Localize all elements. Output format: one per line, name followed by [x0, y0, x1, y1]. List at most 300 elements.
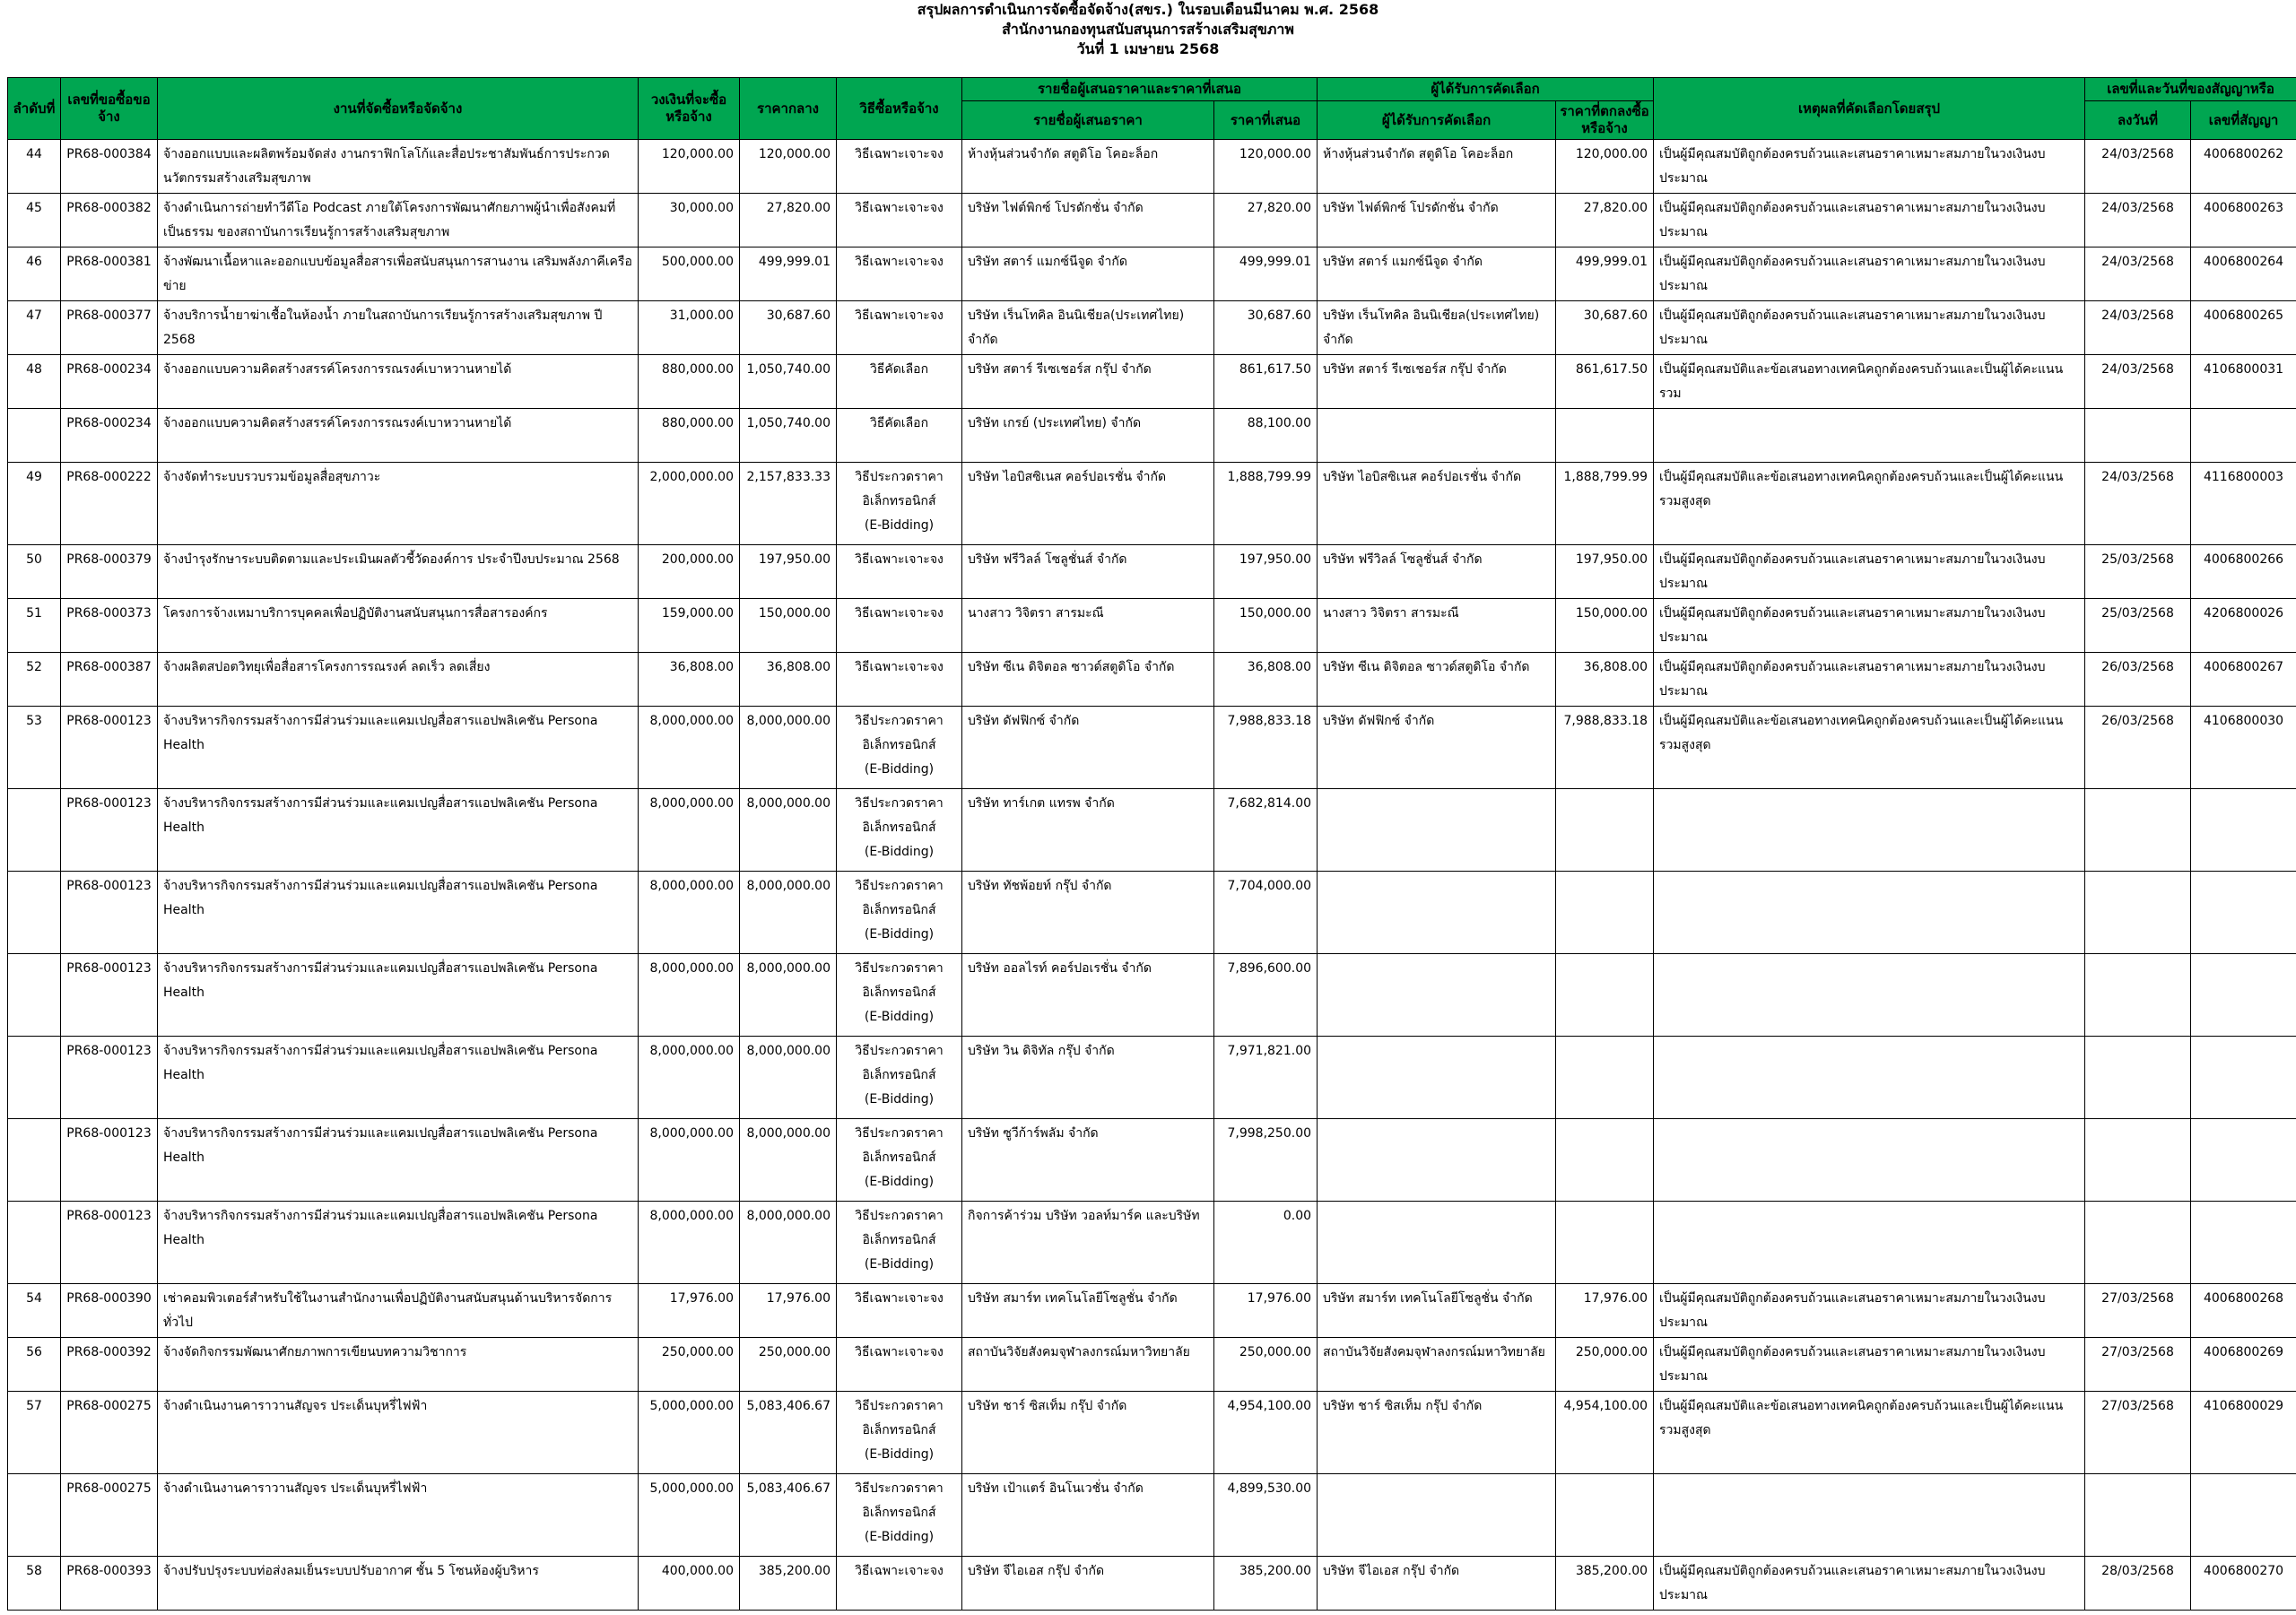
- table-row[interactable]: [8, 1202, 2296, 1284]
- cell-budget[interactable]: 8,000,000.00: [639, 872, 740, 954]
- cell-pr-number[interactable]: PR68-000377: [61, 301, 158, 355]
- cell-seq[interactable]: [8, 872, 61, 954]
- cell-agreed-price[interactable]: 30,687.60: [1556, 301, 1654, 355]
- col-sign-date-header[interactable]: ลงวันที่: [2085, 101, 2191, 140]
- cell-agreed-price[interactable]: 27,820.00: [1556, 194, 1654, 247]
- cell-agreed-price[interactable]: [1556, 409, 1654, 463]
- cell-seq[interactable]: [8, 1119, 61, 1202]
- cell-agreed-price[interactable]: 17,976.00: [1556, 1284, 1654, 1338]
- cell-contract-no[interactable]: 4106800029: [2191, 1392, 2296, 1474]
- cell-mid-price[interactable]: 499,999.01: [740, 247, 837, 301]
- cell-budget[interactable]: 8,000,000.00: [639, 707, 740, 789]
- cell-reason[interactable]: เป็นผู้มีคุณสมบัติและข้อเสนอทางเทคนิคถูกต้องครบถ้วนและเป็นผู้ได้คะแนนรวมสูงสุด: [1654, 1392, 2085, 1474]
- cell-method[interactable]: [837, 1119, 962, 1202]
- cell-sign-date[interactable]: 28/03/2568: [2085, 1557, 2191, 1611]
- cell-sign-date[interactable]: 24/03/2568: [2085, 140, 2191, 194]
- cell-seq[interactable]: 56: [8, 1338, 61, 1392]
- cell-contract-no[interactable]: 4106800031: [2191, 355, 2296, 409]
- cell-mid-price[interactable]: 197,950.00: [740, 545, 837, 599]
- cell-bid-price[interactable]: 36,808.00: [1214, 653, 1318, 707]
- cell-work-description[interactable]: โครงการจ้างเหมาบริการบุคคลเพื่อปฏิบัติงานสนับสนุนการสื่อสารองค์กร: [158, 599, 639, 653]
- cell-seq[interactable]: 58: [8, 1557, 61, 1611]
- cell-method[interactable]: [837, 355, 962, 409]
- cell-pr-number[interactable]: PR68-000387: [61, 653, 158, 707]
- cell-method[interactable]: [837, 247, 962, 301]
- cell-seq[interactable]: [8, 1474, 61, 1557]
- cell-winner-name[interactable]: ห้างหุ้นส่วนจำกัด สตูดิโอ โคอะล็อก: [1318, 140, 1556, 194]
- cell-reason[interactable]: เป็นผู้มีคุณสมบัติถูกต้องครบถ้วนและเสนอราคาเหมาะสมภายในวงเงินงบประมาณ: [1654, 1338, 2085, 1392]
- cell-reason[interactable]: เป็นผู้มีคุณสมบัติถูกต้องครบถ้วนและเสนอราคาเหมาะสมภายในวงเงินงบประมาณ: [1654, 1557, 2085, 1611]
- col-method-header[interactable]: วิธีซื้อหรือจ้าง: [837, 78, 962, 140]
- cell-bidder-name[interactable]: บริษัท ทัชพ้อยท์ กรุ๊ป จำกัด: [962, 872, 1214, 954]
- cell-reason[interactable]: เป็นผู้มีคุณสมบัติและข้อเสนอทางเทคนิคถูกต้องครบถ้วนและเป็นผู้ได้คะแนนรวม: [1654, 355, 2085, 409]
- cell-pr-number[interactable]: PR68-000275: [61, 1474, 158, 1557]
- cell-mid-price[interactable]: 8,000,000.00: [740, 707, 837, 789]
- cell-winner-name[interactable]: [1318, 1119, 1556, 1202]
- cell-mid-price[interactable]: 2,157,833.33: [740, 463, 837, 545]
- cell-bid-price[interactable]: 250,000.00: [1214, 1338, 1318, 1392]
- cell-budget[interactable]: 17,976.00: [639, 1284, 740, 1338]
- cell-sign-date[interactable]: 27/03/2568: [2085, 1284, 2191, 1338]
- col-reason-header[interactable]: เหตุผลที่คัดเลือกโดยสรุป: [1654, 78, 2085, 140]
- cell-bid-price[interactable]: 7,896,600.00: [1214, 954, 1318, 1037]
- cell-method[interactable]: [837, 707, 962, 789]
- cell-mid-price[interactable]: 17,976.00: [740, 1284, 837, 1338]
- cell-bid-price[interactable]: 88,100.00: [1214, 409, 1318, 463]
- cell-budget[interactable]: 5,000,000.00: [639, 1392, 740, 1474]
- cell-work-description[interactable]: เช่าคอมพิวเตอร์สำหรับใช้ในงานสำนักงานเพื่อปฏิบัติงานสนับสนุนด้านบริหารจัดการทั่วไป: [158, 1284, 639, 1338]
- cell-contract-no[interactable]: 4006800269: [2191, 1338, 2296, 1392]
- col-pr-header[interactable]: เลขที่ขอซื้อขอจ้าง: [61, 78, 158, 140]
- cell-winner-name[interactable]: บริษัท ชาร์ ซิสเท็ม กรุ๊ป จำกัด: [1318, 1392, 1556, 1474]
- col-budget-header[interactable]: วงเงินที่จะซื้อหรือจ้าง: [639, 78, 740, 140]
- cell-method[interactable]: [837, 1474, 962, 1557]
- col-winner-header[interactable]: ผู้ได้รับการคัดเลือก: [1318, 101, 1556, 140]
- cell-method[interactable]: [837, 140, 962, 194]
- cell-reason[interactable]: [1654, 1037, 2085, 1119]
- cell-pr-number[interactable]: PR68-000393: [61, 1557, 158, 1611]
- cell-work-description[interactable]: จ้างบริหารกิจกรรมสร้างการมีส่วนร่วมและแคมเปญสื่อสารแอปพลิเคชัน Persona Health: [158, 1119, 639, 1202]
- col-work-header[interactable]: งานที่จัดซื้อหรือจัดจ้าง: [158, 78, 639, 140]
- table-row[interactable]: [8, 194, 2296, 247]
- col-mid-price-header[interactable]: ราคากลาง: [740, 78, 837, 140]
- cell-bidder-name[interactable]: กิจการค้าร่วม บริษัท วอลท์มาร์ค และบริษัท: [962, 1202, 1214, 1284]
- cell-work-description[interactable]: จ้างปรับปรุงระบบท่อส่งลมเย็นระบบปรับอากาศ ชั้น 5 โซนห้องผู้บริหาร: [158, 1557, 639, 1611]
- cell-sign-date[interactable]: 27/03/2568: [2085, 1392, 2191, 1474]
- cell-sign-date[interactable]: 26/03/2568: [2085, 653, 2191, 707]
- cell-contract-no[interactable]: 4206800026: [2191, 599, 2296, 653]
- cell-bidder-name[interactable]: บริษัท ฟรีวิลล์ โซลูชั่นส์ จำกัด: [962, 545, 1214, 599]
- col-bid-price-header[interactable]: ราคาที่เสนอ: [1214, 101, 1318, 140]
- cell-budget[interactable]: 400,000.00: [639, 1557, 740, 1611]
- cell-contract-no[interactable]: [2191, 1119, 2296, 1202]
- cell-work-description[interactable]: จ้างดำเนินงานคาราวานสัญจร ประเด็นบุหรี่ไฟฟ้า: [158, 1474, 639, 1557]
- cell-bid-price[interactable]: 4,954,100.00: [1214, 1392, 1318, 1474]
- cell-work-description[interactable]: จ้างบริหารกิจกรรมสร้างการมีส่วนร่วมและแคมเปญสื่อสารแอปพลิเคชัน Persona Health: [158, 954, 639, 1037]
- cell-sign-date[interactable]: 25/03/2568: [2085, 545, 2191, 599]
- cell-work-description[interactable]: จ้างจัดทำระบบรวบรวมข้อมูลสื่อสุขภาวะ: [158, 463, 639, 545]
- cell-seq[interactable]: 52: [8, 653, 61, 707]
- cell-mid-price[interactable]: 8,000,000.00: [740, 1037, 837, 1119]
- cell-sign-date[interactable]: [2085, 872, 2191, 954]
- cell-mid-price[interactable]: 1,050,740.00: [740, 409, 837, 463]
- cell-budget[interactable]: 8,000,000.00: [639, 1202, 740, 1284]
- table-row[interactable]: [8, 409, 2296, 463]
- cell-agreed-price[interactable]: 250,000.00: [1556, 1338, 1654, 1392]
- cell-budget[interactable]: 30,000.00: [639, 194, 740, 247]
- cell-work-description[interactable]: จ้างบริหารกิจกรรมสร้างการมีส่วนร่วมและแคมเปญสื่อสารแอปพลิเคชัน Persona Health: [158, 872, 639, 954]
- cell-agreed-price[interactable]: 499,999.01: [1556, 247, 1654, 301]
- table-row[interactable]: [8, 1037, 2296, 1119]
- cell-bidder-name[interactable]: บริษัท ไอบิสซิเนส คอร์ปอเรชั่น จำกัด: [962, 463, 1214, 545]
- cell-method[interactable]: [837, 599, 962, 653]
- cell-budget[interactable]: 5,000,000.00: [639, 1474, 740, 1557]
- cell-agreed-price[interactable]: 120,000.00: [1556, 140, 1654, 194]
- col-seq-header[interactable]: ลำดับที่: [8, 78, 61, 140]
- cell-contract-no[interactable]: [2191, 954, 2296, 1037]
- cell-sign-date[interactable]: [2085, 409, 2191, 463]
- cell-seq[interactable]: 44: [8, 140, 61, 194]
- table-row[interactable]: [8, 599, 2296, 653]
- cell-bidder-name[interactable]: บริษัท เร็นโทคิล อินนิเชียล(ประเทศไทย) จำกัด: [962, 301, 1214, 355]
- cell-contract-no[interactable]: 4006800267: [2191, 653, 2296, 707]
- table-row[interactable]: [8, 1392, 2296, 1474]
- cell-bidder-name[interactable]: นางสาว วิจิตรา สารมะณี: [962, 599, 1214, 653]
- cell-agreed-price[interactable]: 36,808.00: [1556, 653, 1654, 707]
- cell-agreed-price[interactable]: [1556, 1037, 1654, 1119]
- cell-budget[interactable]: 2,000,000.00: [639, 463, 740, 545]
- cell-bidder-name[interactable]: บริษัท ออลไรท์ คอร์ปอเรชั่น จำกัด: [962, 954, 1214, 1037]
- cell-work-description[interactable]: จ้างบริการน้ำยาฆ่าเชื้อในห้องน้ำ ภายในสถาบันการเรียนรู้การสร้างเสริมสุขภาพ ปี 2568: [158, 301, 639, 355]
- cell-sign-date[interactable]: 25/03/2568: [2085, 599, 2191, 653]
- cell-work-description[interactable]: จ้างออกแบบความคิดสร้างสรรค์โครงการรณรงค์เบาหวานหายได้: [158, 409, 639, 463]
- cell-method[interactable]: [837, 1392, 962, 1474]
- cell-sign-date[interactable]: [2085, 789, 2191, 872]
- contract-group-header[interactable]: เลขที่และวันที่ของสัญญาหรือ: [2085, 78, 2296, 101]
- cell-contract-no[interactable]: [2191, 1202, 2296, 1284]
- cell-budget[interactable]: 159,000.00: [639, 599, 740, 653]
- cell-winner-name[interactable]: บริษัท สตาร์ แมกซ์นีจูด จำกัด: [1318, 247, 1556, 301]
- cell-pr-number[interactable]: PR68-000123: [61, 1202, 158, 1284]
- cell-method[interactable]: [837, 545, 962, 599]
- cell-contract-no[interactable]: [2191, 1474, 2296, 1557]
- cell-seq[interactable]: [8, 1037, 61, 1119]
- cell-bidder-name[interactable]: บริษัท สตาร์ แมกซ์นีจูด จำกัด: [962, 247, 1214, 301]
- cell-method[interactable]: [837, 194, 962, 247]
- cell-reason[interactable]: เป็นผู้มีคุณสมบัติถูกต้องครบถ้วนและเสนอราคาเหมาะสมภายในวงเงินงบประมาณ: [1654, 140, 2085, 194]
- cell-contract-no[interactable]: 4006800270: [2191, 1557, 2296, 1611]
- cell-sign-date[interactable]: 27/03/2568: [2085, 1338, 2191, 1392]
- cell-bidder-name[interactable]: บริษัท เกรย์ (ประเทศไทย) จำกัด: [962, 409, 1214, 463]
- cell-pr-number[interactable]: PR68-000234: [61, 409, 158, 463]
- cell-mid-price[interactable]: 8,000,000.00: [740, 789, 837, 872]
- cell-pr-number[interactable]: PR68-000234: [61, 355, 158, 409]
- cell-bidder-name[interactable]: บริษัท ทาร์เกต แทรพ จำกัด: [962, 789, 1214, 872]
- cell-seq[interactable]: 45: [8, 194, 61, 247]
- cell-bid-price[interactable]: 7,971,821.00: [1214, 1037, 1318, 1119]
- table-row[interactable]: [8, 140, 2296, 194]
- cell-method[interactable]: [837, 1037, 962, 1119]
- cell-seq[interactable]: 46: [8, 247, 61, 301]
- cell-bidder-name[interactable]: บริษัท เป้าแตร์ อินโนเวชั่น จำกัด: [962, 1474, 1214, 1557]
- cell-pr-number[interactable]: PR68-000123: [61, 872, 158, 954]
- cell-sign-date[interactable]: [2085, 1202, 2191, 1284]
- cell-winner-name[interactable]: [1318, 789, 1556, 872]
- cell-work-description[interactable]: จ้างบริหารกิจกรรมสร้างการมีส่วนร่วมและแคมเปญสื่อสารแอปพลิเคชัน Persona Health: [158, 707, 639, 789]
- cell-mid-price[interactable]: 36,808.00: [740, 653, 837, 707]
- cell-seq[interactable]: [8, 409, 61, 463]
- cell-mid-price[interactable]: 8,000,000.00: [740, 872, 837, 954]
- cell-winner-name[interactable]: [1318, 1474, 1556, 1557]
- cell-work-description[interactable]: จ้างจัดกิจกรรมพัฒนาศักยภาพการเขียนบทความวิชาการ: [158, 1338, 639, 1392]
- cell-sign-date[interactable]: [2085, 954, 2191, 1037]
- cell-seq[interactable]: 47: [8, 301, 61, 355]
- cell-budget[interactable]: 120,000.00: [639, 140, 740, 194]
- cell-bid-price[interactable]: 7,682,814.00: [1214, 789, 1318, 872]
- cell-contract-no[interactable]: [2191, 1037, 2296, 1119]
- cell-sign-date[interactable]: [2085, 1119, 2191, 1202]
- cell-method[interactable]: [837, 463, 962, 545]
- cell-reason[interactable]: [1654, 789, 2085, 872]
- cell-work-description[interactable]: จ้างบริหารกิจกรรมสร้างการมีส่วนร่วมและแคมเปญสื่อสารแอปพลิเคชัน Persona Health: [158, 1202, 639, 1284]
- cell-sign-date[interactable]: [2085, 1037, 2191, 1119]
- cell-contract-no[interactable]: 4006800264: [2191, 247, 2296, 301]
- cell-work-description[interactable]: จ้างพัฒนาเนื้อหาและออกแบบข้อมูลสื่อสารเพื่อสนับสนุนการสานงาน เสริมพลังภาคีเครือข่าย: [158, 247, 639, 301]
- cell-bidder-name[interactable]: บริษัท ซีเน ดิจิตอล ซาวด์สตูดิโอ จำกัด: [962, 653, 1214, 707]
- cell-bid-price[interactable]: 150,000.00: [1214, 599, 1318, 653]
- cell-bid-price[interactable]: 120,000.00: [1214, 140, 1318, 194]
- cell-agreed-price[interactable]: 7,988,833.18: [1556, 707, 1654, 789]
- cell-agreed-price[interactable]: 385,200.00: [1556, 1557, 1654, 1611]
- cell-winner-name[interactable]: บริษัท ฟรีวิลล์ โซลูชั่นส์ จำกัด: [1318, 545, 1556, 599]
- cell-sign-date[interactable]: 26/03/2568: [2085, 707, 2191, 789]
- cell-contract-no[interactable]: 4006800266: [2191, 545, 2296, 599]
- cell-seq[interactable]: 51: [8, 599, 61, 653]
- cell-method[interactable]: [837, 301, 962, 355]
- cell-work-description[interactable]: จ้างออกแบบและผลิตพร้อมจัดส่ง งานกราฟิกโลโก้และสื่อประชาสัมพันธ์การประกวดนวัตกรรมสร้างเสริมสุขภาพ: [158, 140, 639, 194]
- cell-contract-no[interactable]: [2191, 872, 2296, 954]
- cell-winner-name[interactable]: บริษัท เร็นโทคิล อินนิเชียล(ประเทศไทย) จำกัด: [1318, 301, 1556, 355]
- cell-pr-number[interactable]: PR68-000390: [61, 1284, 158, 1338]
- cell-method[interactable]: [837, 872, 962, 954]
- cell-bid-price[interactable]: 7,704,000.00: [1214, 872, 1318, 954]
- cell-seq[interactable]: 48: [8, 355, 61, 409]
- table-row[interactable]: [8, 653, 2296, 707]
- cell-method[interactable]: [837, 789, 962, 872]
- cell-bid-price[interactable]: 4,899,530.00: [1214, 1474, 1318, 1557]
- cell-method[interactable]: [837, 653, 962, 707]
- cell-sign-date[interactable]: [2085, 1474, 2191, 1557]
- cell-winner-name[interactable]: นางสาว วิจิตรา สารมะณี: [1318, 599, 1556, 653]
- cell-sign-date[interactable]: 24/03/2568: [2085, 463, 2191, 545]
- cell-bidder-name[interactable]: ห้างหุ้นส่วนจำกัด สตูดิโอ โคอะล็อก: [962, 140, 1214, 194]
- cell-winner-name[interactable]: บริษัท สมาร์ท เทคโนโลยีโซลูชั่น จำกัด: [1318, 1284, 1556, 1338]
- col-contract-no-header[interactable]: เลขที่สัญญา: [2191, 101, 2296, 140]
- cell-pr-number[interactable]: PR68-000123: [61, 954, 158, 1037]
- cell-pr-number[interactable]: PR68-000275: [61, 1392, 158, 1474]
- cell-reason[interactable]: เป็นผู้มีคุณสมบัติถูกต้องครบถ้วนและเสนอราคาเหมาะสมภายในวงเงินงบประมาณ: [1654, 599, 2085, 653]
- cell-agreed-price[interactable]: 4,954,100.00: [1556, 1392, 1654, 1474]
- cell-seq[interactable]: 49: [8, 463, 61, 545]
- table-row[interactable]: [8, 1557, 2296, 1611]
- cell-agreed-price[interactable]: [1556, 872, 1654, 954]
- cell-contract-no[interactable]: 4106800030: [2191, 707, 2296, 789]
- cell-budget[interactable]: 8,000,000.00: [639, 1119, 740, 1202]
- cell-bidder-name[interactable]: บริษัท ดัฟฟิกซ์ จำกัด: [962, 707, 1214, 789]
- cell-winner-name[interactable]: บริษัท ไฟต์พิกซ์ โปรดักชั่น จำกัด: [1318, 194, 1556, 247]
- cell-bid-price[interactable]: 0.00: [1214, 1202, 1318, 1284]
- cell-bid-price[interactable]: 7,988,833.18: [1214, 707, 1318, 789]
- cell-reason[interactable]: เป็นผู้มีคุณสมบัติและข้อเสนอทางเทคนิคถูกต้องครบถ้วนและเป็นผู้ได้คะแนนรวมสูงสุด: [1654, 463, 2085, 545]
- cell-budget[interactable]: 500,000.00: [639, 247, 740, 301]
- cell-agreed-price[interactable]: [1556, 789, 1654, 872]
- cell-contract-no[interactable]: 4006800265: [2191, 301, 2296, 355]
- cell-pr-number[interactable]: PR68-000123: [61, 707, 158, 789]
- cell-contract-no[interactable]: 4006800262: [2191, 140, 2296, 194]
- cell-winner-name[interactable]: [1318, 409, 1556, 463]
- cell-sign-date[interactable]: 24/03/2568: [2085, 247, 2191, 301]
- cell-method[interactable]: [837, 1202, 962, 1284]
- cell-winner-name[interactable]: [1318, 954, 1556, 1037]
- cell-mid-price[interactable]: 8,000,000.00: [740, 1119, 837, 1202]
- cell-method[interactable]: [837, 954, 962, 1037]
- cell-mid-price[interactable]: 150,000.00: [740, 599, 837, 653]
- cell-budget[interactable]: 31,000.00: [639, 301, 740, 355]
- cell-reason[interactable]: เป็นผู้มีคุณสมบัติถูกต้องครบถ้วนและเสนอราคาเหมาะสมภายในวงเงินงบประมาณ: [1654, 194, 2085, 247]
- cell-reason[interactable]: เป็นผู้มีคุณสมบัติถูกต้องครบถ้วนและเสนอราคาเหมาะสมภายในวงเงินงบประมาณ: [1654, 247, 2085, 301]
- cell-budget[interactable]: 8,000,000.00: [639, 789, 740, 872]
- cell-agreed-price[interactable]: 197,950.00: [1556, 545, 1654, 599]
- table-row[interactable]: [8, 247, 2296, 301]
- table-row[interactable]: [8, 545, 2296, 599]
- cell-bidder-name[interactable]: บริษัท ไฟต์พิกซ์ โปรดักชั่น จำกัด: [962, 194, 1214, 247]
- cell-work-description[interactable]: จ้างผลิตสปอตวิทยุเพื่อสื่อสารโครงการรณรงค์ ลดเร็ว ลดเสี่ยง: [158, 653, 639, 707]
- cell-bid-price[interactable]: 197,950.00: [1214, 545, 1318, 599]
- cell-reason[interactable]: เป็นผู้มีคุณสมบัติและข้อเสนอทางเทคนิคถูกต้องครบถ้วนและเป็นผู้ได้คะแนนรวมสูงสุด: [1654, 707, 2085, 789]
- cell-seq[interactable]: 50: [8, 545, 61, 599]
- cell-contract-no[interactable]: 4006800263: [2191, 194, 2296, 247]
- table-row[interactable]: [8, 463, 2296, 545]
- cell-bidder-name[interactable]: บริษัท วิน ดิจิทัล กรุ๊ป จำกัด: [962, 1037, 1214, 1119]
- bidders-group-header[interactable]: รายชื่อผู้เสนอราคาและราคาที่เสนอ: [962, 78, 1318, 101]
- cell-reason[interactable]: [1654, 872, 2085, 954]
- cell-method[interactable]: [837, 1284, 962, 1338]
- cell-bidder-name[interactable]: บริษัท ชาร์ ซิสเท็ม กรุ๊ป จำกัด: [962, 1392, 1214, 1474]
- cell-pr-number[interactable]: PR68-000123: [61, 1119, 158, 1202]
- cell-reason[interactable]: [1654, 1202, 2085, 1284]
- cell-pr-number[interactable]: PR68-000379: [61, 545, 158, 599]
- table-row[interactable]: [8, 1474, 2296, 1557]
- cell-agreed-price[interactable]: 861,617.50: [1556, 355, 1654, 409]
- cell-winner-name[interactable]: บริษัท สตาร์ รีเซเชอร์ส กรุ๊ป จำกัด: [1318, 355, 1556, 409]
- cell-mid-price[interactable]: 5,083,406.67: [740, 1392, 837, 1474]
- cell-winner-name[interactable]: [1318, 872, 1556, 954]
- cell-agreed-price[interactable]: [1556, 1202, 1654, 1284]
- cell-work-description[interactable]: จ้างดำเนินการถ่ายทำวีดีโอ Podcast ภายใต้โครงการพัฒนาศักยภาพผู้นำเพื่อสังคมที่เป็นธรรม ของสถาบันการเรียนรู้การสร้างเสริมสุขภาพ: [158, 194, 639, 247]
- cell-bid-price[interactable]: 7,998,250.00: [1214, 1119, 1318, 1202]
- cell-work-description[interactable]: จ้างออกแบบความคิดสร้างสรรค์โครงการรณรงค์เบาหวานหายได้: [158, 355, 639, 409]
- cell-winner-name[interactable]: [1318, 1037, 1556, 1119]
- cell-mid-price[interactable]: 385,200.00: [740, 1557, 837, 1611]
- cell-sign-date[interactable]: 24/03/2568: [2085, 194, 2191, 247]
- cell-budget[interactable]: 250,000.00: [639, 1338, 740, 1392]
- cell-mid-price[interactable]: 27,820.00: [740, 194, 837, 247]
- col-bidder-header[interactable]: รายชื่อผู้เสนอราคา: [962, 101, 1214, 140]
- cell-budget[interactable]: 8,000,000.00: [639, 1037, 740, 1119]
- cell-bidder-name[interactable]: บริษัท สตาร์ รีเซเชอร์ส กรุ๊ป จำกัด: [962, 355, 1214, 409]
- cell-winner-name[interactable]: บริษัท ไอบิสซิเนส คอร์ปอเรชั่น จำกัด: [1318, 463, 1556, 545]
- cell-contract-no[interactable]: [2191, 409, 2296, 463]
- cell-method[interactable]: [837, 1557, 962, 1611]
- cell-seq[interactable]: 54: [8, 1284, 61, 1338]
- cell-seq[interactable]: 53: [8, 707, 61, 789]
- cell-mid-price[interactable]: 8,000,000.00: [740, 1202, 837, 1284]
- cell-mid-price[interactable]: 1,050,740.00: [740, 355, 837, 409]
- cell-contract-no[interactable]: 4116800003: [2191, 463, 2296, 545]
- cell-winner-name[interactable]: บริษัท จีไอเอส กรุ๊ป จำกัด: [1318, 1557, 1556, 1611]
- cell-bidder-name[interactable]: บริษัท ซูวีก้าร์พลัม จำกัด: [962, 1119, 1214, 1202]
- cell-reason[interactable]: เป็นผู้มีคุณสมบัติถูกต้องครบถ้วนและเสนอราคาเหมาะสมภายในวงเงินงบประมาณ: [1654, 653, 2085, 707]
- cell-winner-name[interactable]: บริษัท ดัฟฟิกซ์ จำกัด: [1318, 707, 1556, 789]
- cell-mid-price[interactable]: 30,687.60: [740, 301, 837, 355]
- cell-work-description[interactable]: จ้างบำรุงรักษาระบบติดตามและประเมินผลตัวชี้วัดองค์การ ประจำปีงบประมาณ 2568: [158, 545, 639, 599]
- cell-agreed-price[interactable]: [1556, 1119, 1654, 1202]
- cell-budget[interactable]: 200,000.00: [639, 545, 740, 599]
- cell-bid-price[interactable]: 30,687.60: [1214, 301, 1318, 355]
- cell-bidder-name[interactable]: สถาบันวิจัยสังคมจุฬาลงกรณ์มหาวิทยาลัย: [962, 1338, 1214, 1392]
- col-agreed-price-header[interactable]: ราคาที่ตกลงซื้อหรือจ้าง: [1556, 101, 1654, 140]
- cell-method[interactable]: [837, 1338, 962, 1392]
- cell-winner-name[interactable]: บริษัท ซีเน ดิจิตอล ซาวด์สตูดิโอ จำกัด: [1318, 653, 1556, 707]
- winner-group-header[interactable]: ผู้ได้รับการคัดเลือก: [1318, 78, 1654, 101]
- table-row[interactable]: [8, 954, 2296, 1037]
- cell-contract-no[interactable]: [2191, 789, 2296, 872]
- table-row[interactable]: [8, 301, 2296, 355]
- cell-mid-price[interactable]: 8,000,000.00: [740, 954, 837, 1037]
- cell-reason[interactable]: [1654, 409, 2085, 463]
- cell-agreed-price[interactable]: 1,888,799.99: [1556, 463, 1654, 545]
- cell-bid-price[interactable]: 861,617.50: [1214, 355, 1318, 409]
- table-row[interactable]: [8, 789, 2296, 872]
- cell-pr-number[interactable]: PR68-000382: [61, 194, 158, 247]
- cell-reason[interactable]: เป็นผู้มีคุณสมบัติถูกต้องครบถ้วนและเสนอราคาเหมาะสมภายในวงเงินงบประมาณ: [1654, 545, 2085, 599]
- cell-agreed-price[interactable]: [1556, 1474, 1654, 1557]
- cell-pr-number[interactable]: PR68-000384: [61, 140, 158, 194]
- cell-work-description[interactable]: จ้างบริหารกิจกรรมสร้างการมีส่วนร่วมและแคมเปญสื่อสารแอปพลิเคชัน Persona Health: [158, 789, 639, 872]
- cell-bid-price[interactable]: 385,200.00: [1214, 1557, 1318, 1611]
- cell-work-description[interactable]: จ้างบริหารกิจกรรมสร้างการมีส่วนร่วมและแคมเปญสื่อสารแอปพลิเคชัน Persona Health: [158, 1037, 639, 1119]
- cell-sign-date[interactable]: 24/03/2568: [2085, 301, 2191, 355]
- cell-budget[interactable]: 8,000,000.00: [639, 954, 740, 1037]
- cell-pr-number[interactable]: PR68-000373: [61, 599, 158, 653]
- cell-sign-date[interactable]: 24/03/2568: [2085, 355, 2191, 409]
- cell-agreed-price[interactable]: [1556, 954, 1654, 1037]
- table-row[interactable]: [8, 1284, 2296, 1338]
- cell-budget[interactable]: 36,808.00: [639, 653, 740, 707]
- cell-reason[interactable]: เป็นผู้มีคุณสมบัติถูกต้องครบถ้วนและเสนอราคาเหมาะสมภายในวงเงินงบประมาณ: [1654, 1284, 2085, 1338]
- cell-seq[interactable]: [8, 1202, 61, 1284]
- cell-winner-name[interactable]: สถาบันวิจัยสังคมจุฬาลงกรณ์มหาวิทยาลัย: [1318, 1338, 1556, 1392]
- table-row[interactable]: [8, 355, 2296, 409]
- cell-seq[interactable]: 57: [8, 1392, 61, 1474]
- cell-pr-number[interactable]: PR68-000123: [61, 1037, 158, 1119]
- cell-work-description[interactable]: จ้างดำเนินงานคาราวานสัญจร ประเด็นบุหรี่ไฟฟ้า: [158, 1392, 639, 1474]
- cell-agreed-price[interactable]: 150,000.00: [1556, 599, 1654, 653]
- cell-bid-price[interactable]: 1,888,799.99: [1214, 463, 1318, 545]
- cell-contract-no[interactable]: 4006800268: [2191, 1284, 2296, 1338]
- cell-pr-number[interactable]: PR68-000381: [61, 247, 158, 301]
- cell-reason[interactable]: [1654, 1474, 2085, 1557]
